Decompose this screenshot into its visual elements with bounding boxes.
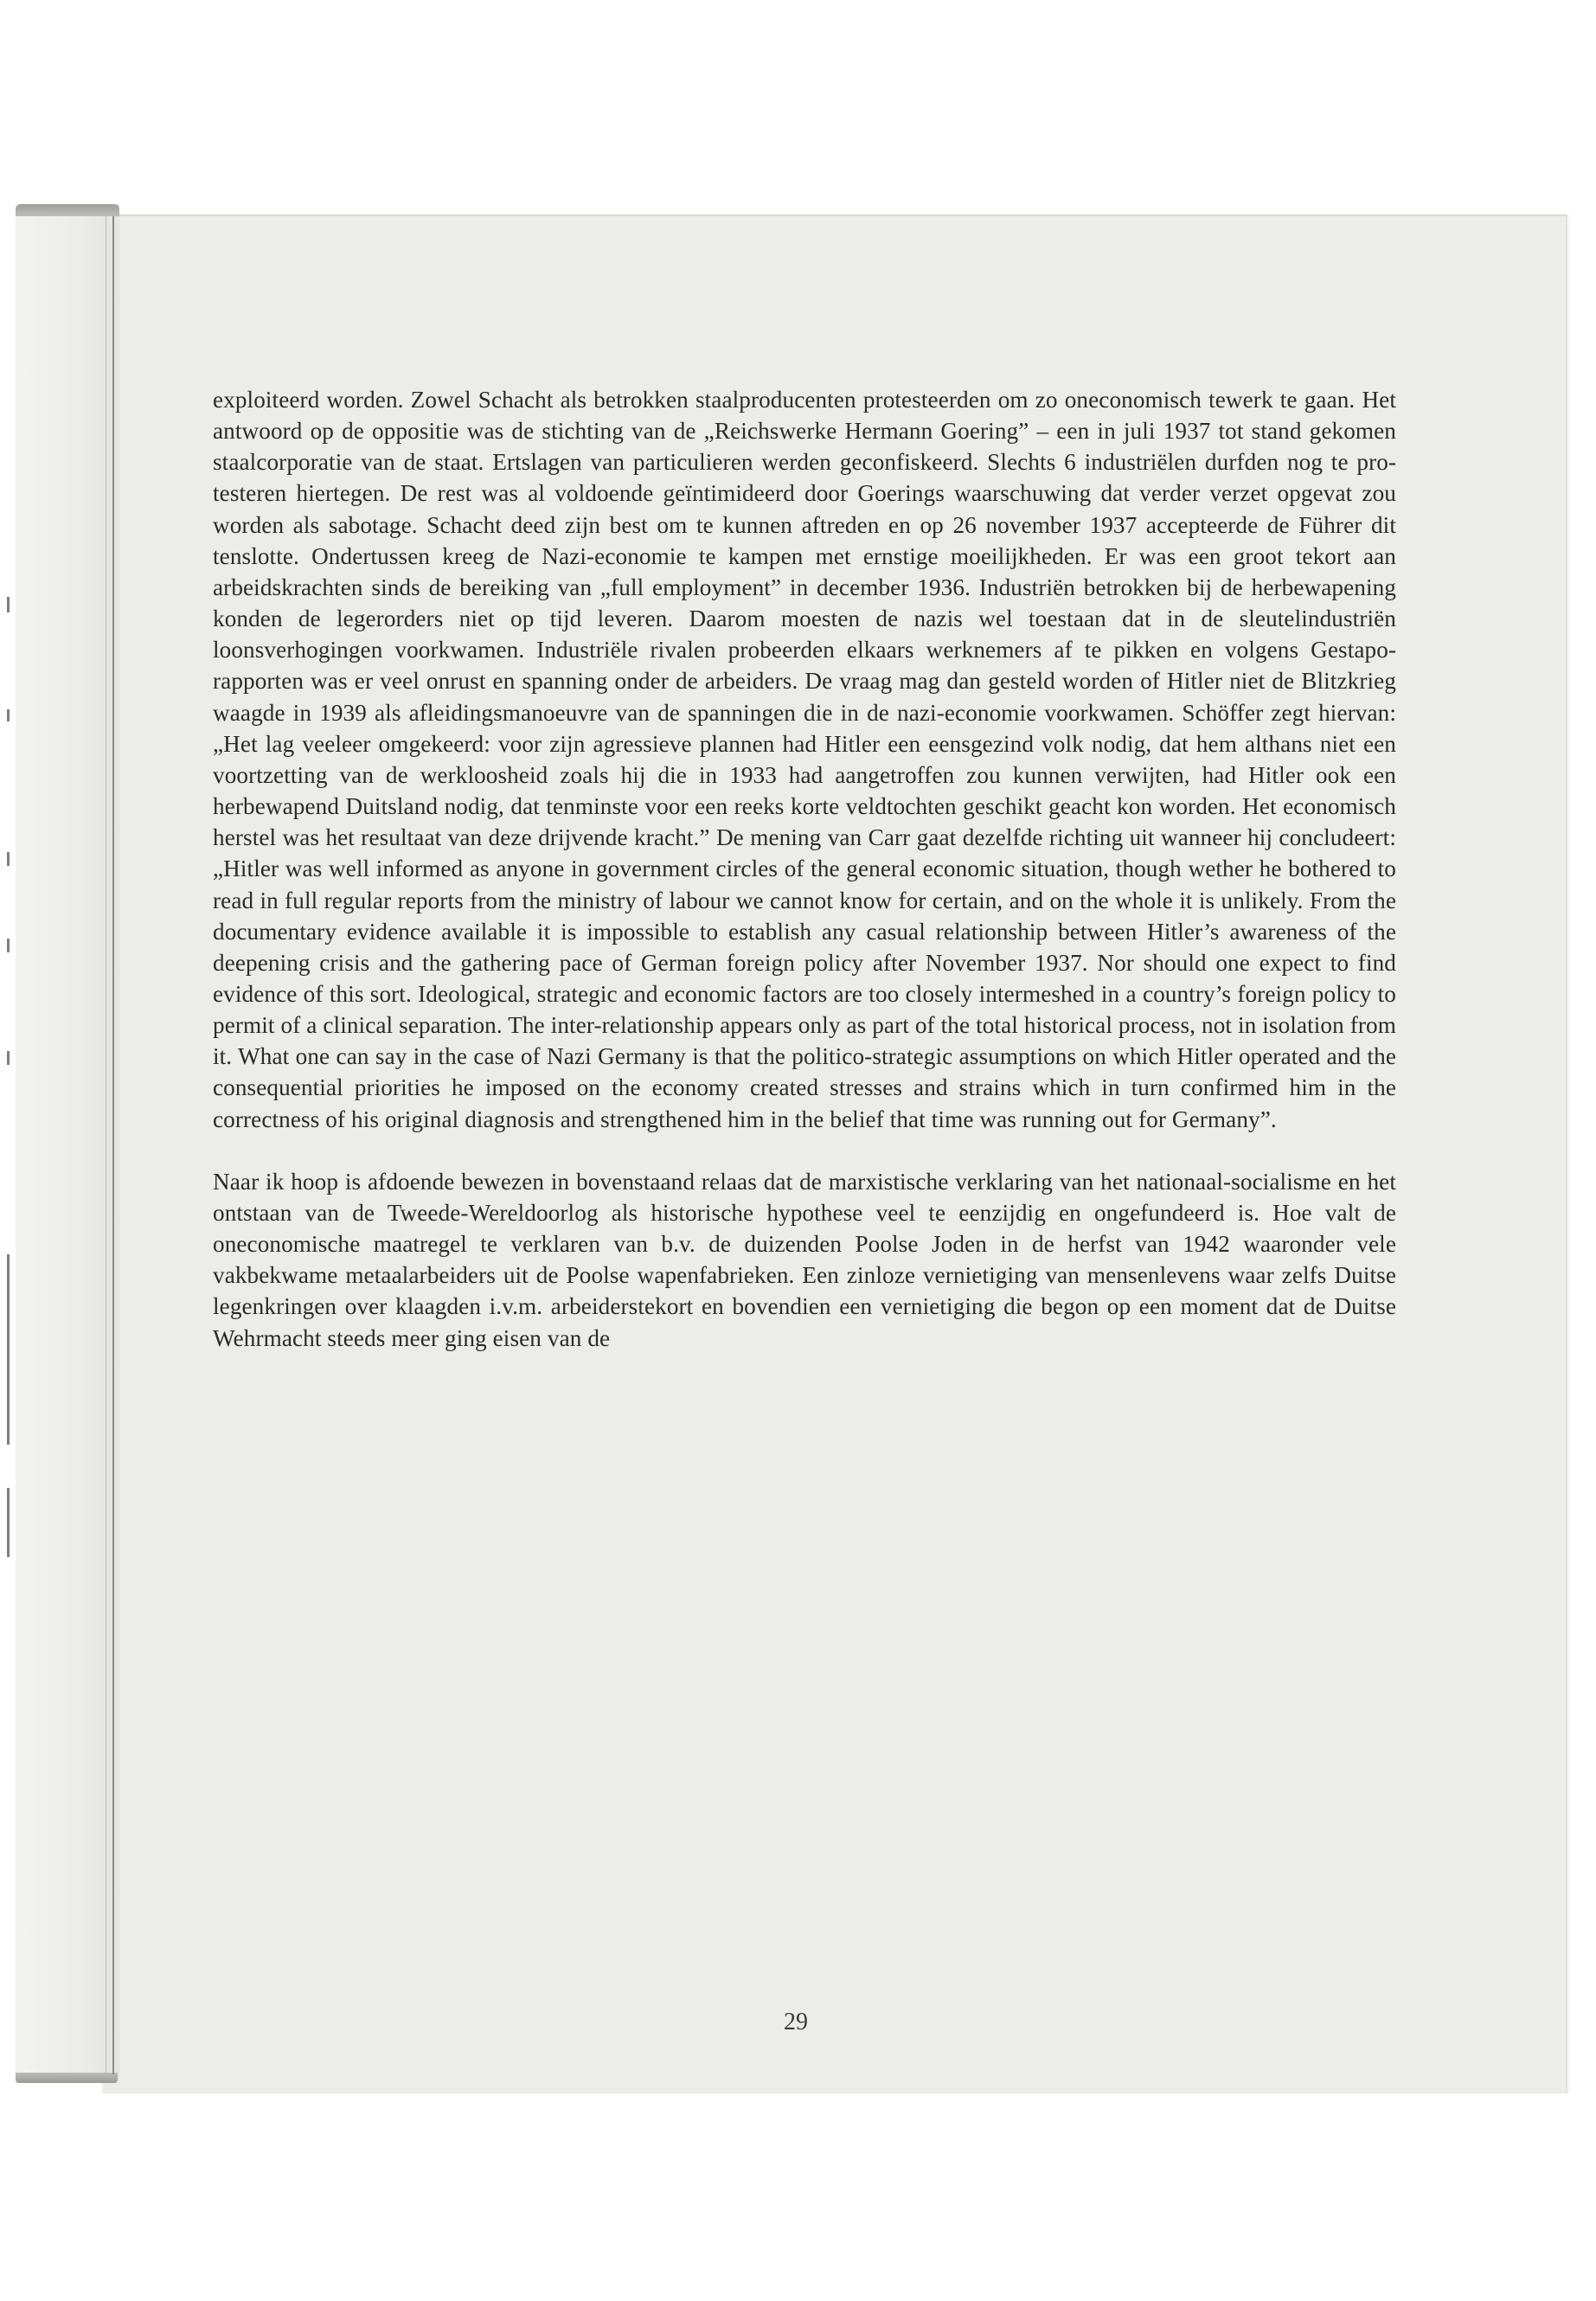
edge-mark bbox=[7, 1051, 10, 1065]
paragraph: exploiteerd worden. Zowel Schacht als betrokken staalproducenten protesteerden om zo oneconomisch tewerk te gaan. Het antwoord op de oppositie was de stichting van de „Reichswerke Hermann Goering” – een in juli 1937 tot stand gekomen staalcorporatie van de staat. Ertslagen van particulieren werden geconfiskeerd. Slechts 6 industriëlen durfden nog te protesteren hiertegen. De rest was al voldoende geïntimideerd door Goerings waarschuwing dat verder verzet opgevat zou worden als sabotage. Schacht deed zijn best om te kunnen aftreden en op 26 november 1937 accepteerde de Führer dit tenslotte. Ondertussen kreeg de Nazi-economie te kampen met ernstige moeilijkheden. Er was een groot tekort aan arbeidskrachten sinds de bereiking van „full employment” in december 1936. Industriën betrokken bij de herbewapening konden de legerorders niet op tijd leveren. Daarom moesten de nazis wel toestaan dat in de sleutelindustriën loonsverhogingen voorkwamen. Industriële rivalen probeerden elkaars werknemers af te pikken en volgens Gestaporapporten was er veel onrust en spanning onder de arbeiders. De vraag mag dan gesteld worden of Hitler niet de Blitzkrieg waagde in 1939 als afleidingsmanoeuvre van de spanningen die in de nazi-economie voorkwamen. Schöffer zegt hiervan: „Het lag veeleer omgekeerd: voor zijn agressieve plannen had Hitler een eensgezind volk nodig, dat hem althans niet een voortzetting van de werkloosheid zoals hij die in 1933 had aangetroffen zou kunnen verwijten, had Hitler ook een herbewapend Duitsland nodig, dat tenminste voor een reeks korte veldtochten geschikt geacht kon worden. Het economisch herstel was het resultaat van deze drijvende kracht.” De mening van Carr gaat dezelfde richting uit wanneer hij concludeert: „Hitler was well informed as anyone in government circles of the general economic situation, though wether he bothered to read in full regular reports from the ministry of labour we cannot know for certain, and on the whole it is unlikely. From the documentary evidence available it is impossible to establish any casual relationship between Hitler’s awareness of the deepening crisis and the gathering pace of German foreign policy after November 1937. Nor should one expect to find evidence of this sort. Ideological, strategic and economic factors are too closely intermeshed in a country’s foreign policy to permit of a clinical separation. The inter-relationship appears only as part of the total historical process, not in isolation from it. What one can say in the case of Nazi Germany is that the politico-strategic assumptions on which Hitler operated and the consequential priorities he imposed on the economy created stresses and strains which in turn confirmed him in the correctness of his original diagnosis and strengthened him in the belief that time was running out for Germany”. bbox=[213, 387, 1396, 1132]
book-spine bbox=[16, 204, 119, 2083]
body-text bbox=[213, 384, 1396, 1354]
edge-mark bbox=[7, 597, 10, 612]
edge-mark bbox=[7, 1488, 10, 1557]
spine-fold-line bbox=[112, 216, 114, 2074]
page-number: 29 bbox=[784, 2009, 808, 2035]
spine-bottom-cap bbox=[16, 2073, 118, 2083]
edge-mark bbox=[7, 852, 10, 866]
edge-mark bbox=[7, 939, 10, 952]
spine-top-cap bbox=[16, 204, 119, 216]
paragraph: Naar ik hoop is afdoende bewezen in bovenstaand relaas dat de marxistische verklaring van het nationaal-socialisme en het ontstaan van de Tweede-Wereldoorlog als historische hypothese veel te eenzijdig en ongefundeerd is. Hoe valt de oneconomische maatregel te verklaren van b.v. de duizenden Poolse Joden in de herfst van 1942 waaronder vele vakbekwame metaalarbeiders uit de Poolse wapenfabrieken. Een zinloze vernietiging van mensenlevens waar zelfs Duitse legenkringen over klaagden i.v.m. arbeiderstekort en bovendien een vernietiging die begon op een moment dat de Duitse Wehrmacht steeds meer ging eisen van de bbox=[213, 1168, 1396, 1351]
edge-mark bbox=[7, 709, 10, 721]
edge-mark bbox=[7, 1254, 10, 1445]
